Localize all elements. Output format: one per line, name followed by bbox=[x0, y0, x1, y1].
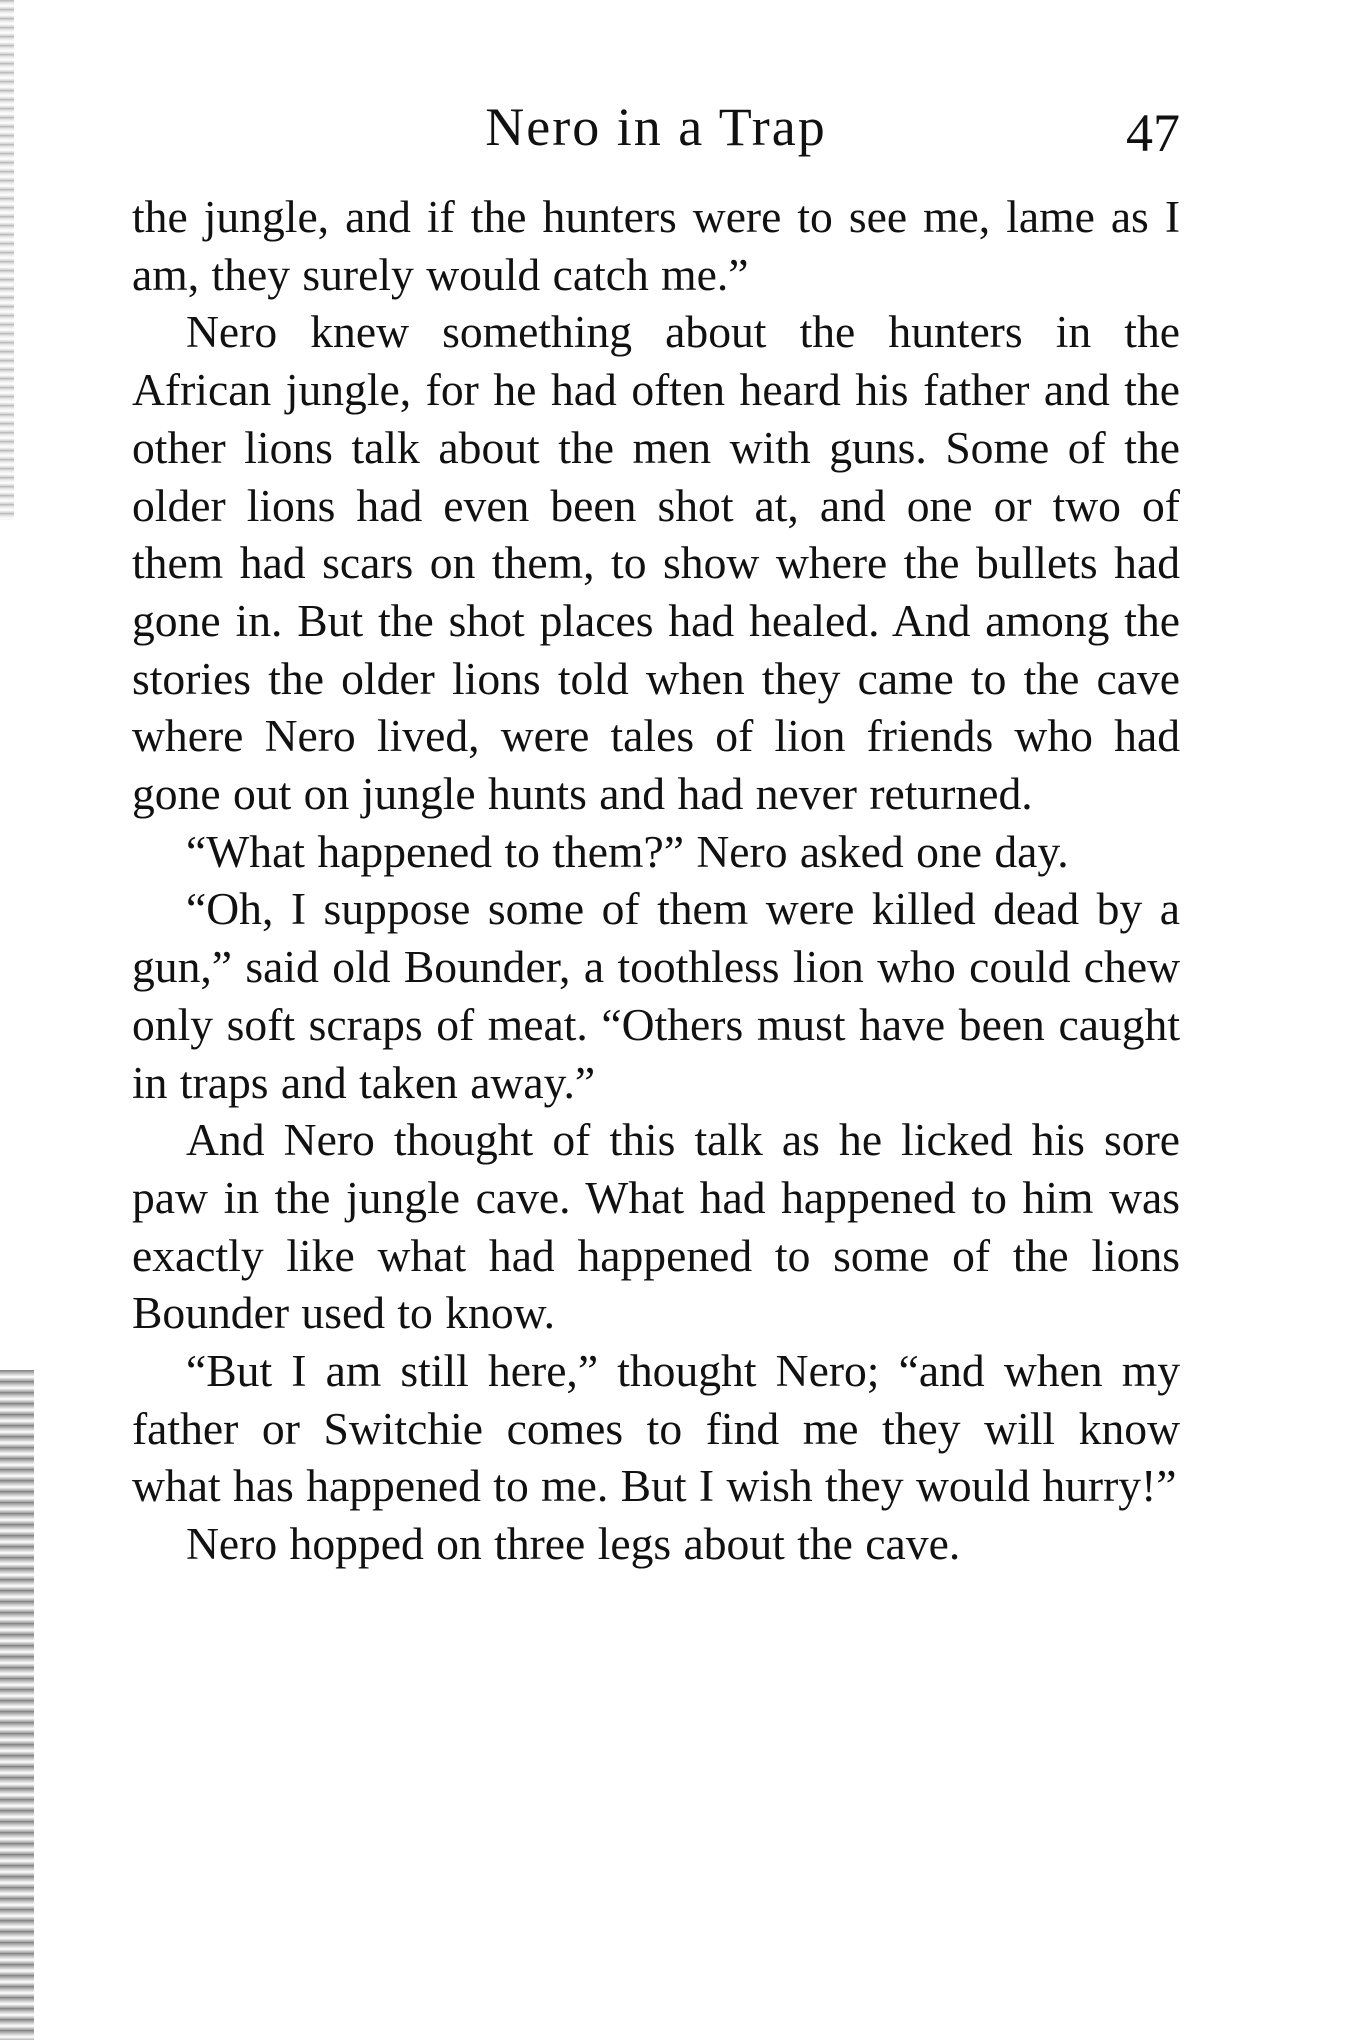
scan-edge-top bbox=[0, 0, 14, 520]
page-number: 47 bbox=[1126, 103, 1180, 163]
paragraph: “Oh, I suppose some of them were killed dead by a gun,” said old Bounder, a toothless lion who could chew only soft scraps of meat. “Others must have been caught in traps and taken away.” bbox=[132, 883, 1180, 1108]
paragraph: Nero hopped on three legs about the cave. bbox=[186, 1518, 961, 1570]
paragraph: Nero knew something about the hunters in the African jungle, for he had often heard his father and the other lions talk about the men with guns. Some of the older lions had even been shot at, and one or two of them had scars on them, to show where the bullets had gone in. But the shot places had healed. And among the stories the older lions told when they came to the cave where Nero lived, were tales of lion friends who had gone out on jungle hunts and had never returned. bbox=[132, 306, 1180, 820]
paragraph: the jungle, and if the hunters were to see me, lame as I am, they surely would catch me.” bbox=[132, 191, 1180, 300]
paragraph: “What happened to them?” Nero asked one day. bbox=[186, 825, 1069, 877]
running-head: Nero in a Trap bbox=[485, 97, 827, 157]
body-text bbox=[132, 188, 1180, 1573]
page-header bbox=[132, 96, 1180, 176]
paragraph: “But I am still here,” thought Nero; “and when my father or Switchie comes to find me they will know what has happened to me. But I wish they would hurry!” bbox=[132, 1345, 1180, 1512]
scan-edge-bottom bbox=[0, 1370, 34, 2040]
paragraph: And Nero thought of this talk as he licked his sore paw in the jungle cave. What had happened to him was exactly like what had happened to some of the lions Bounder used to know. bbox=[132, 1114, 1180, 1339]
book-page bbox=[132, 96, 1180, 1573]
